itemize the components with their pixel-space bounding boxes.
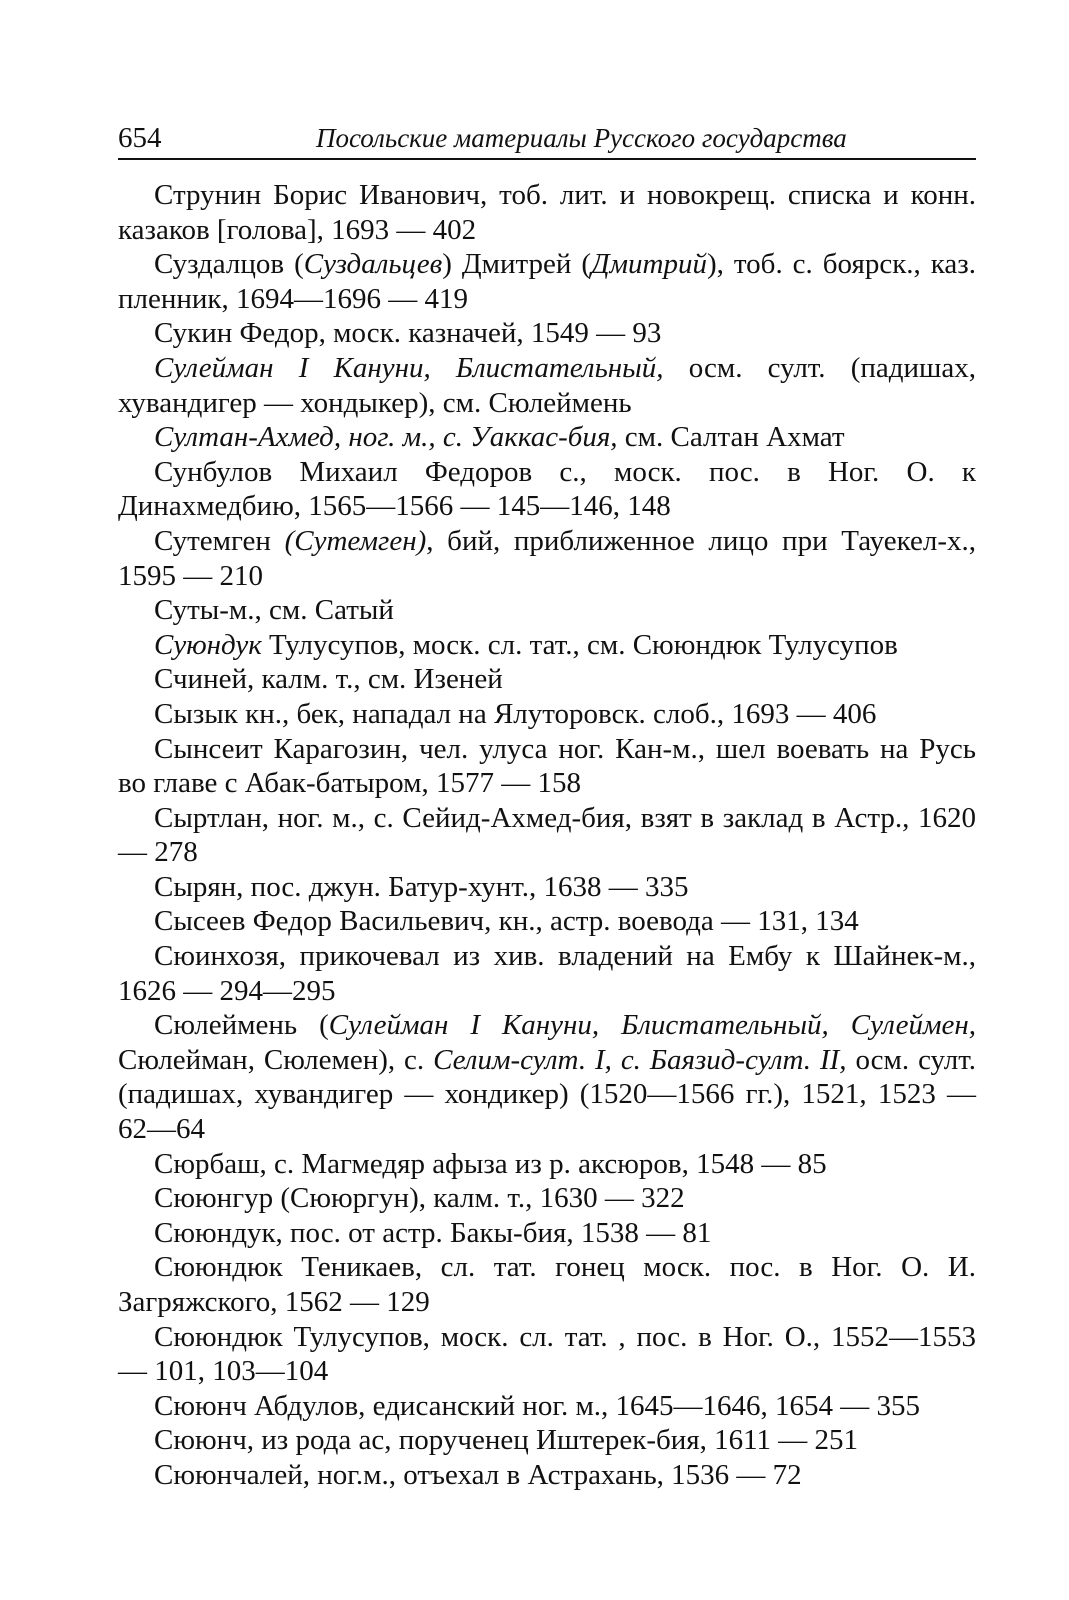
running-title: Посольские материалы Русского государства — [316, 123, 847, 153]
entry-text: Сызык кн., бек, нападал на Ялуторовск. слоб., 1693 — 406 — [154, 697, 877, 730]
index-entry — [118, 247, 976, 316]
entry-italic-text: Суюндук — [154, 628, 262, 661]
entry-italic-text: Сулейман I Кануни, Блистательный, — [154, 351, 664, 384]
page-header — [118, 120, 976, 156]
entry-text: Сынсеит Карагозин, чел. улуса ног. Кан-м., шел воевать на Русь во главе с Абак-батыром, 1577 — 158 — [118, 732, 976, 800]
entry-text: Суздалцов ( — [154, 248, 304, 281]
entry-text: осм. султ. (падишах, хувандигер — хондыкер), см. Сюлеймень — [118, 351, 977, 419]
entry-italic-text: Султан-Ахмед, ног. м., с. Уаккас-бия, — [154, 421, 618, 454]
entry-text: Сюлейман, Сюлемен), с. — [118, 1043, 434, 1076]
entry-text: Сырян, пос. джун. Батур-хунт., 1638 — 335 — [154, 870, 689, 903]
index-entry — [118, 1216, 976, 1251]
index-entry — [118, 870, 976, 905]
index-entry — [118, 662, 976, 697]
index-entry — [118, 1458, 976, 1493]
entry-italic-text: Дмитрий — [591, 248, 707, 281]
entry-text: , бий, приближенное лицо при Тауекел-х., 1595 — 210 — [118, 524, 976, 592]
entry-text: Сысеев Федор Васильевич, кн., астр. воевода — 131, 134 — [154, 905, 859, 938]
entry-italic-text: Суздальцев — [303, 248, 443, 281]
entry-text: Сююнч Абдулов, едисанский ног. м., 1645—1646, 1654 — 355 — [154, 1389, 921, 1422]
index-entry — [118, 351, 976, 420]
index-entry — [118, 1147, 976, 1182]
index-entry — [118, 178, 976, 247]
entry-text: Сюлеймень ( — [154, 1009, 329, 1042]
entry-text: Сююндюк Тулусупов, моск. сл. тат. , пос. в Ног. О., 1552—1553 — 101, 103—104 — [118, 1320, 976, 1388]
entry-text: Сыртлан, ног. м., с. Сейид-Ахмед-бия, взят в заклад в Астр., 1620 — 278 — [118, 801, 976, 869]
entry-text: Струнин Борис Иванович, тоб. лит. и новокрещ. списка и конн. казаков [голова], 1693 — 402 — [118, 179, 976, 246]
entry-text: Сукин Федор, моск. казначей, 1549 — 93 — [154, 317, 662, 350]
index-entry — [118, 420, 976, 455]
entry-italic-text: Селим-султ. I, с. Баязид-султ. II, — [433, 1043, 847, 1076]
index-entry — [118, 939, 976, 1008]
page-number: 654 — [118, 122, 162, 154]
index-entry — [118, 732, 976, 801]
index-entry — [118, 628, 976, 663]
index-entry — [118, 801, 976, 870]
entry-text: Суты-м., см. Сатый — [154, 594, 394, 627]
entry-text: Сююнгур (Сююргун), калм. т., 1630 — 322 — [154, 1182, 685, 1215]
entry-text: ), тоб. с. боярск., каз. пленник, 1694—1696 — 419 — [118, 248, 976, 315]
index-entry — [118, 1008, 976, 1146]
entry-text: Сунбулов Михаил Федоров с., моск. пос. в Ног. О. к Динахмедбию, 1565—1566 — 145—146, 148 — [118, 455, 976, 523]
index-entry — [118, 1423, 976, 1458]
header-rule — [118, 158, 976, 160]
entry-text: Сутемген — [154, 524, 285, 557]
entry-text: Сююндук, пос. от астр. Бакы-бия, 1538 — 81 — [154, 1216, 712, 1249]
index-entry — [118, 904, 976, 939]
index-entry — [118, 1389, 976, 1424]
entry-italic-text: (Сутемген) — [284, 524, 427, 557]
entry-text: см. Салтан Ахмат — [617, 421, 845, 454]
index-entry — [118, 697, 976, 732]
entry-text: Сююндюк Теникаев, сл. тат. гонец моск. пос. в Ног. О. И. Загряжского, 1562 — 129 — [118, 1251, 976, 1318]
index-entry — [118, 1181, 976, 1216]
index-entry — [118, 316, 976, 351]
entry-text: Сюрбаш, с. Магмедяр афыза из р. аксюров, 1548 — 85 — [154, 1147, 827, 1180]
entry-text: Сююнч, из рода ас, порученец Иштерек-бия, 1611 — 251 — [154, 1424, 859, 1457]
index-entry — [118, 593, 976, 628]
index-entries — [118, 178, 976, 1493]
entry-text: ) Дмитрей ( — [442, 248, 592, 281]
index-entry — [118, 1320, 976, 1389]
entry-text: осм. султ. (падишах, хувандигер — хондикер) (1520—1566 гг.), 1521, 1523 — 62—64 — [118, 1043, 976, 1146]
index-entry — [118, 1250, 976, 1319]
index-entry — [118, 455, 976, 524]
entry-text: Счиней, калм. т., см. Изеней — [154, 663, 503, 696]
entry-text: Сюинхозя, прикочевал из хив. владений на Ембу к Шайнек-м., 1626 — 294—295 — [118, 940, 976, 1007]
entry-italic-text: Сулейман I Кануни, Блистательный, Сулеймен, — [328, 1009, 976, 1042]
index-entry — [118, 524, 976, 593]
entry-text: Сююнчалей, ног.м., отъехал в Астрахань, 1536 — 72 — [154, 1458, 802, 1491]
entry-text: Тулусупов, моск. сл. тат., см. Сююндюк Тулусупов — [261, 628, 898, 661]
